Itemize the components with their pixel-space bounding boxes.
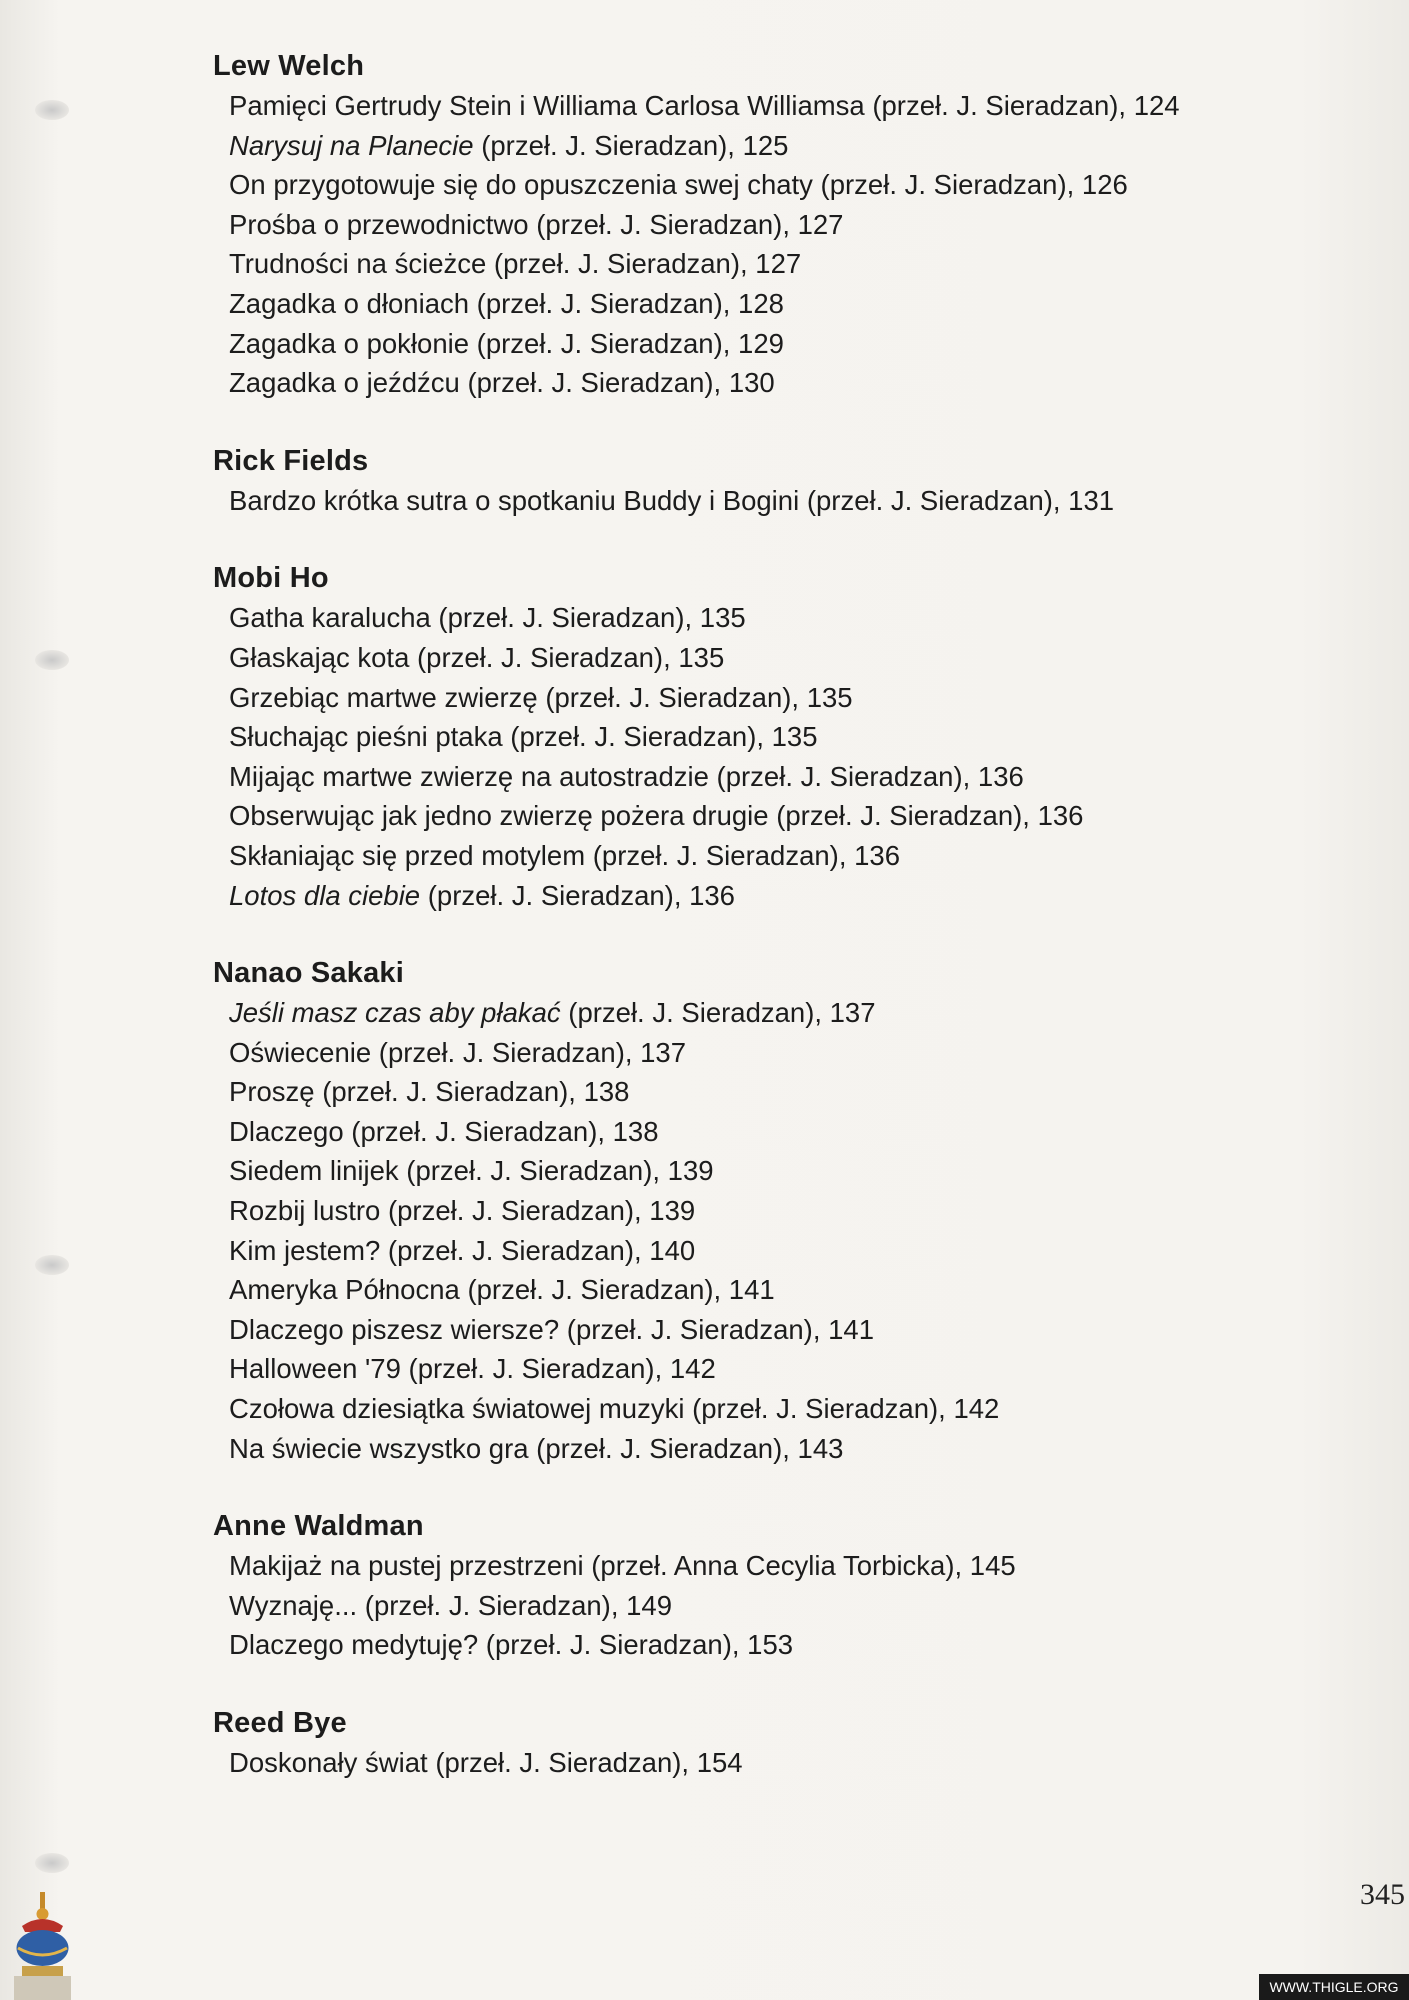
toc-entry (213, 836, 1353, 876)
toc-entry (213, 1586, 1353, 1626)
toc-entry (213, 678, 1353, 718)
toc-entry (213, 1033, 1353, 1073)
watermark: WWW.THIGLE.ORG (1259, 1974, 1409, 2000)
entry-translator-page: (przeł. J. Sieradzan), 140 (380, 1234, 696, 1266)
entry-title: Mijając martwe zwierzę na autostradzie (229, 760, 709, 792)
entry-title: Oświecenie (229, 1036, 372, 1068)
entry-translator-page: (przeł. J. Sieradzan), 135 (537, 681, 853, 713)
entry-title: Głaskając kota (229, 641, 410, 673)
entry-translator-page: (przeł. J. Sieradzan), 137 (560, 997, 876, 1029)
entry-title: Halloween '79 (229, 1353, 401, 1385)
entry-title: Proszę (229, 1076, 315, 1108)
entry-title: Grzebiąc martwe zwierzę (229, 681, 538, 713)
entry-title: Zagadka o jeźdźcu (229, 367, 460, 399)
entry-title: Rozbij lustro (229, 1195, 381, 1227)
entry-translator-page: (przeł. J. Sieradzan), 138 (314, 1076, 630, 1108)
toc-entry (213, 324, 1353, 364)
toc-entry (213, 1112, 1353, 1152)
toc-entry (213, 363, 1353, 403)
entry-translator-page: (przeł. J. Sieradzan), 154 (427, 1747, 743, 1778)
entry-translator-page: (przeł. J. Sieradzan), 128 (469, 287, 784, 319)
entry-translator-page: (przeł. J. Sieradzan), 125 (473, 129, 789, 161)
toc-entry (213, 1743, 1353, 1783)
entry-translator-page: (przeł. J. Sieradzan), 153 (478, 1629, 794, 1661)
toc-entry (213, 1191, 1353, 1231)
entry-title: Dlaczego piszesz wiersze? (229, 1313, 560, 1345)
entry-translator-page: (przeł. J. Sieradzan), 127 (486, 248, 802, 280)
author-heading: Rick Fields (213, 444, 369, 477)
punch-hole-mark (35, 1255, 69, 1275)
toc-entry (213, 1270, 1353, 1310)
toc-entry (213, 1429, 1353, 1469)
entry-title: Obserwując jak jedno zwierzę pożera drugie (229, 800, 769, 832)
entry-title: Dlaczego medytuję? (229, 1629, 479, 1661)
entry-translator-page: (przeł. J. Sieradzan), 136 (585, 839, 900, 871)
entry-translator-page: (przeł. J. Sieradzan), 142 (400, 1353, 716, 1385)
toc-entry (213, 1389, 1353, 1429)
punch-hole-mark (35, 1853, 69, 1873)
toc-entry (213, 244, 1353, 284)
author-heading: Reed Bye (213, 1707, 347, 1739)
entry-translator-page: (przeł. J. Sieradzan), 136 (420, 879, 735, 911)
entry-translator-page: (przeł. J. Sieradzan), 127 (528, 208, 844, 240)
toc-entry (213, 717, 1353, 757)
entry-translator-page: (przeł. J. Sieradzan), 135 (502, 721, 818, 753)
entry-translator-page: (przeł. Anna Cecylia Torbicka), 145 (583, 1550, 1016, 1582)
toc-entry (213, 1151, 1353, 1191)
toc-entry (213, 284, 1353, 324)
entry-translator-page: (przeł. J. Sieradzan), 126 (812, 169, 1128, 201)
toc-entry (213, 165, 1353, 205)
entry-translator-page: (przeł. J. Sieradzan), 135 (430, 602, 746, 634)
entry-title: Trudności na ścieżce (229, 248, 487, 280)
entry-title: Dlaczego (229, 1115, 344, 1147)
entry-translator-page: (przeł. J. Sieradzan), 131 (799, 484, 1115, 516)
author-heading: Anne Waldman (213, 1510, 424, 1543)
entry-translator-page: (przeł. J. Sieradzan), 149 (357, 1589, 673, 1621)
entry-translator-page: (przeł. J. Sieradzan), 142 (684, 1393, 1000, 1425)
toc-entry (213, 757, 1353, 797)
stupa-ornament-icon (8, 1892, 78, 2000)
entry-title: Narysuj na Planecie (229, 129, 474, 161)
entry-title: Ameryka Północna (229, 1274, 460, 1306)
author-heading: Lew Welch (213, 50, 365, 82)
entry-title: Pamięci Gertrudy Stein i Williama Carlosa Williamsa (229, 90, 865, 121)
entry-translator-page: (przeł. J. Sieradzan), 141 (559, 1313, 875, 1345)
entry-title: Makijaż na pustej przestrzeni (229, 1550, 584, 1582)
entry-translator-page: (przeł. J. Sieradzan), 138 (343, 1115, 659, 1147)
toc-entry (213, 638, 1353, 678)
entry-title: Doskonały świat (229, 1747, 428, 1778)
entry-translator-page: (przeł. J. Sieradzan), 143 (528, 1432, 844, 1464)
toc-entry (213, 993, 1353, 1033)
author-heading: Nanao Sakaki (213, 957, 404, 990)
section-gap (213, 915, 1353, 953)
table-of-contents (213, 46, 1353, 1783)
section-gap (213, 520, 1353, 558)
entry-translator-page: (przeł. J. Sieradzan), 130 (459, 367, 775, 399)
entry-translator-page: (przeł. J. Sieradzan), 139 (398, 1155, 714, 1187)
entry-translator-page: (przeł. J. Sieradzan), 136 (708, 760, 1024, 792)
entry-title: Na świecie wszystko gra (229, 1432, 529, 1464)
entry-title: Jeśli masz czas aby płakać (229, 997, 561, 1029)
toc-entry (213, 1231, 1353, 1271)
entry-title: Prośba o przewodnictwo (229, 208, 529, 240)
toc-entry (213, 1072, 1353, 1112)
entry-title: Kim jestem? (229, 1234, 381, 1266)
page-number: 345 (1360, 1878, 1405, 1911)
section-gap (213, 403, 1353, 441)
toc-entry (213, 126, 1353, 166)
entry-title: Lotos dla ciebie (229, 879, 421, 911)
entry-title: Wyznaję... (229, 1589, 358, 1621)
toc-entry (213, 598, 1353, 638)
toc-entry (213, 1310, 1353, 1350)
toc-entry (213, 876, 1353, 916)
entry-title: Gatha karalucha (229, 602, 431, 634)
entry-translator-page: (przeł. J. Sieradzan), 135 (409, 641, 725, 673)
entry-translator-page: (przeł. J. Sieradzan), 124 (864, 90, 1180, 121)
toc-entry (213, 1546, 1353, 1586)
toc-entry (213, 1349, 1353, 1389)
entry-title: Zagadka o dłoniach (229, 287, 470, 319)
entry-translator-page: (przeł. J. Sieradzan), 139 (380, 1195, 696, 1227)
entry-translator-page: (przeł. J. Sieradzan), 141 (459, 1274, 775, 1306)
entry-translator-page: (przeł. J. Sieradzan), 136 (768, 800, 1084, 832)
entry-title: On przygotowuje się do opuszczenia swej chaty (229, 169, 813, 201)
punch-hole-mark (35, 650, 69, 670)
entry-title: Bardzo krótka sutra o spotkaniu Buddy i Bogini (229, 484, 800, 516)
section-gap (213, 1665, 1353, 1703)
entry-title: Słuchając pieśni ptaka (229, 721, 503, 753)
entry-translator-page: (przeł. J. Sieradzan), 129 (469, 327, 784, 359)
punch-hole-mark (35, 100, 69, 120)
entry-title: Skłaniając się przed motylem (229, 839, 586, 871)
section-gap (213, 1468, 1353, 1506)
entry-translator-page: (przeł. J. Sieradzan), 137 (371, 1036, 687, 1068)
toc-entry (213, 205, 1353, 245)
toc-entry (213, 1625, 1353, 1665)
entry-title: Siedem linijek (229, 1155, 399, 1187)
author-heading: Mobi Ho (213, 562, 329, 595)
toc-entry (213, 796, 1353, 836)
entry-title: Zagadka o pokłonie (229, 327, 470, 359)
toc-entry (213, 481, 1353, 521)
entry-title: Czołowa dziesiątka światowej muzyki (229, 1393, 685, 1425)
toc-entry (213, 86, 1353, 126)
